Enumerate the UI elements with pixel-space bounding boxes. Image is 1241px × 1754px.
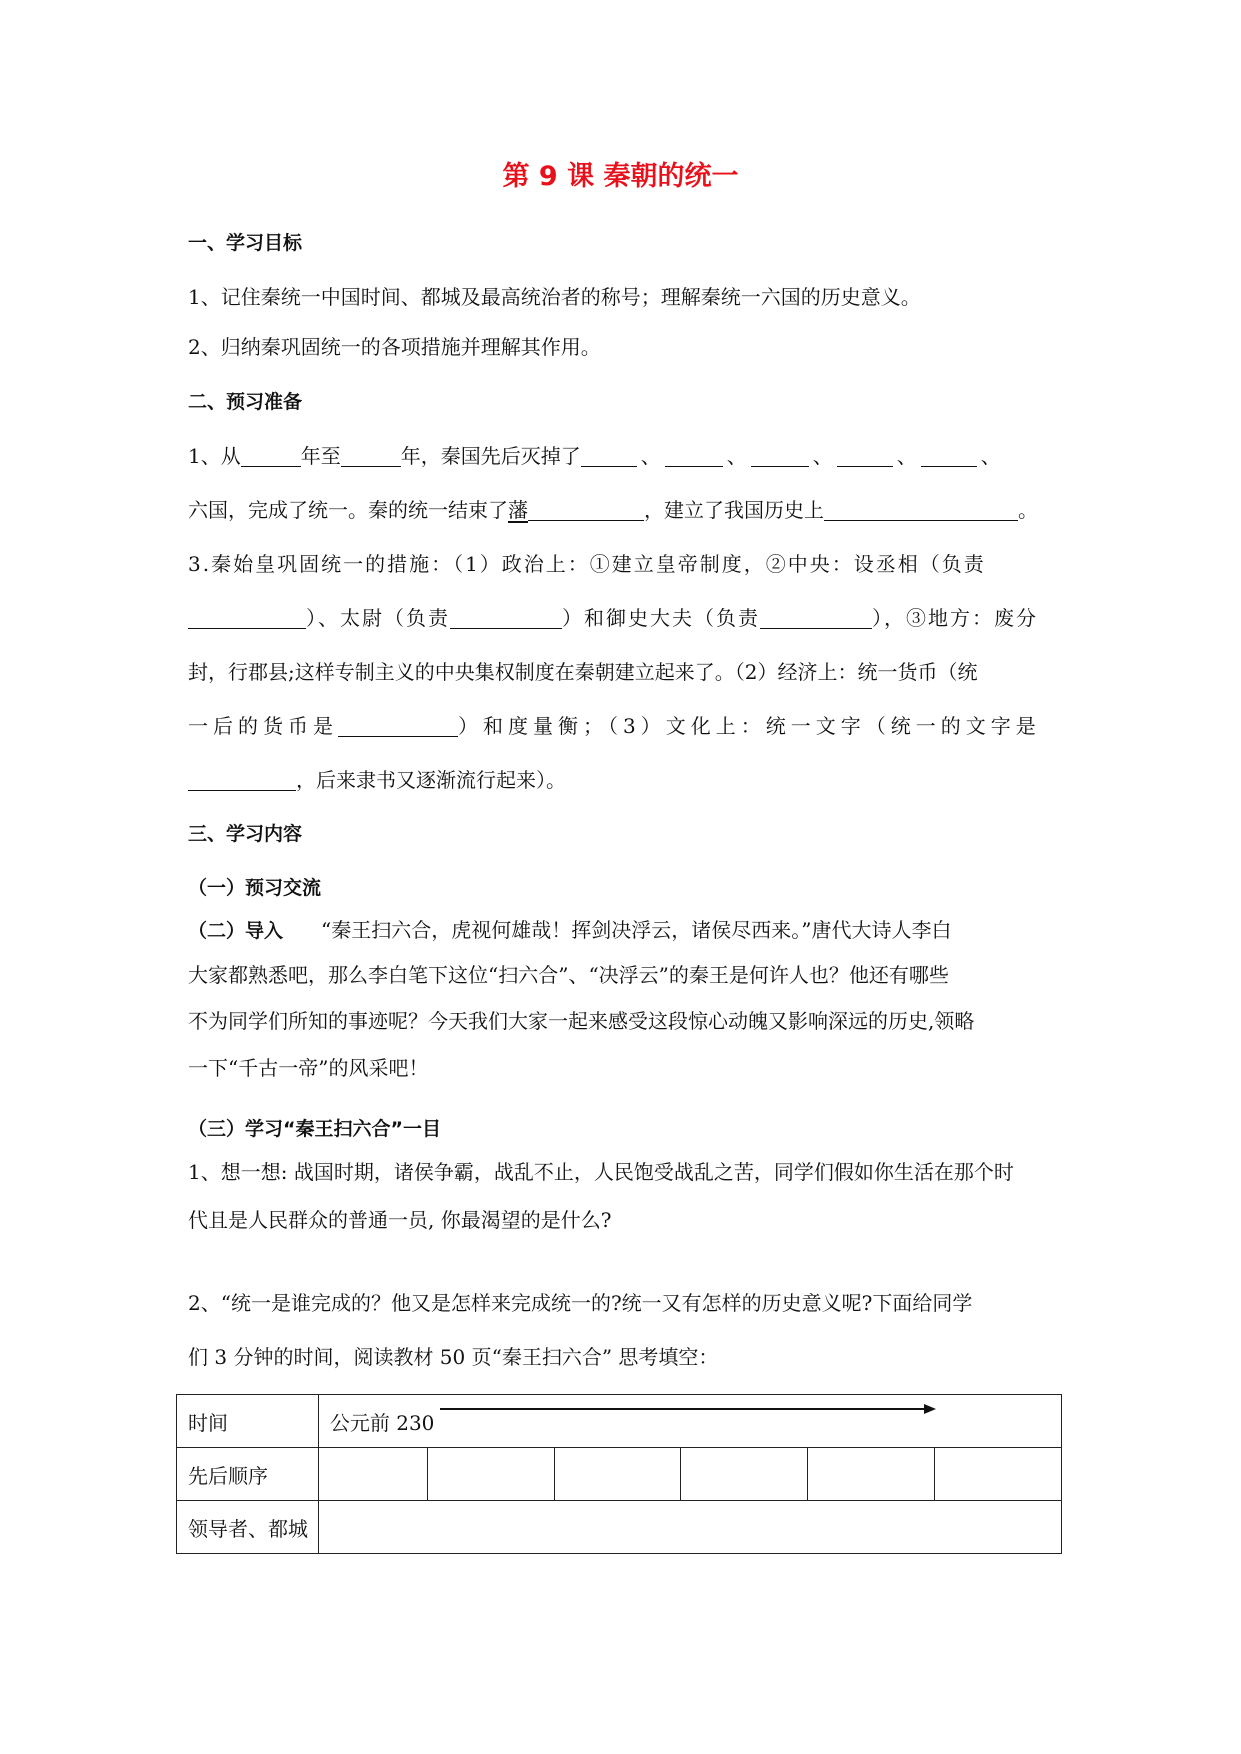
preview-text: ）和御史大夫（负责 [562, 606, 760, 630]
preview-text: 年，秦国先后灭掉了 [400, 444, 581, 468]
separator: 、 [896, 444, 917, 468]
preview-text: ）和度量衡；（3）文化上：统一文字（统一的文字是 [458, 714, 1041, 738]
question-1-line-1: 1、想一想: 战国时期，诸侯争霸，战乱不止，人民饱受战乱之苦，同学们假如你生活在那个时 [188, 1160, 1014, 1184]
order-cell-6[interactable] [935, 1448, 1062, 1501]
separator: 、 [640, 444, 661, 468]
separator: 、 [812, 444, 833, 468]
timeline-arrow-icon [440, 1399, 940, 1419]
intro-line-2: 大家都熟悉吧，那么李白笔下这位“扫六合”、“决浮云”的秦王是何许人也？他还有哪些 [188, 963, 949, 987]
unification-timeline-table [176, 1394, 1062, 1554]
fill-blank-state-1[interactable] [581, 444, 637, 467]
fill-blank-state-5[interactable] [921, 444, 977, 467]
order-cell-1[interactable] [318, 1448, 427, 1501]
fill-blank-chancellor-duty[interactable] [188, 606, 306, 629]
fill-blank-state-3[interactable] [751, 444, 809, 467]
table-row-leader [177, 1501, 1062, 1554]
row-label-leader: 领导者、都城 [177, 1501, 319, 1554]
order-cell-4[interactable] [681, 1448, 808, 1501]
preview-text: 1、从 [188, 444, 241, 468]
intro-line-4: 一下“千古一帝”的风采吧！ [188, 1056, 429, 1080]
preview-text: 六国，完成了统一。秦的统一结束了 [188, 498, 508, 522]
fill-blank-end-year[interactable] [341, 444, 401, 467]
preview-line-7 [188, 765, 1088, 795]
fill-blank-taiwei-duty[interactable] [450, 606, 562, 629]
leader-capital-cell[interactable] [318, 1501, 1061, 1554]
objective-item-2: 2、归纳秦巩固统一的各项措施并理解其作用。 [188, 335, 601, 359]
table-row-order [177, 1448, 1062, 1501]
question-2-line-1: 2、“统一是谁完成的？他又是怎样来完成统一的?统一又有怎样的历史意义呢?下面给同学 [188, 1291, 973, 1315]
fill-blank-state-2[interactable] [665, 444, 723, 467]
order-cell-2[interactable] [427, 1448, 554, 1501]
preview-line-1 [188, 441, 1088, 471]
subheading-unification: （三）学习“秦王扫六合”一目 [188, 1118, 441, 1140]
time-start-value: 公元前 230 [329, 1410, 435, 1435]
order-cell-3[interactable] [554, 1448, 681, 1501]
intro-line-3: 不为同学们所知的事迹呢？今天我们大家一起来感受这段惊心动魄又影响深远的历史,领略 [188, 1009, 975, 1033]
intro-text: “秦王扫六合，虎视何雄哉！挥剑决浮云，诸侯尽西来。”唐代大诗人李白 [321, 918, 952, 942]
fill-blank-start-year[interactable] [241, 444, 301, 467]
preview-text: 一后的货币是 [188, 714, 338, 738]
section-heading-objectives: 一、学习目标 [188, 232, 303, 254]
preview-text: 。 [1018, 498, 1038, 522]
subheading-intro: （二）导入 [188, 920, 284, 942]
intro-line-1 [188, 915, 1088, 946]
preview-text: 年至 [300, 444, 341, 468]
preview-line-4 [188, 603, 1088, 633]
preview-text: ，建立了我国历史上 [644, 498, 824, 522]
question-1-line-2: 代且是人民群众的普通一员, 你最渴望的是什么? [188, 1208, 612, 1232]
row-label-order: 先后顺序 [177, 1448, 319, 1501]
row-label-time: 时间 [177, 1395, 319, 1448]
fill-blank-currency[interactable] [338, 714, 458, 737]
table-row-time [177, 1395, 1062, 1448]
fill-blank-ended[interactable] [528, 498, 644, 521]
fill-blank-script[interactable] [188, 768, 296, 791]
objective-item-1: 1、记住秦统一中国时间、都城及最高统治者的称号；理解秦统一六国的历史意义。 [188, 285, 921, 309]
fill-blank-state-4[interactable] [837, 444, 893, 467]
time-cell-content [330, 1407, 1061, 1436]
preview-text-underlined: 藩 [508, 498, 528, 522]
subheading-preview-exchange: （一）预习交流 [188, 877, 322, 899]
lesson-title: 第 9 课 秦朝的统一 [502, 161, 739, 192]
preview-line-3: 3.秦始皇巩固统一的措施：（1）政治上：①建立皇帝制度，②中央：设丞相（负责 [188, 552, 986, 576]
order-cell-5[interactable] [808, 1448, 935, 1501]
preview-line-5: 封，行郡县;这样专制主义的中央集权制度在秦朝建立起来了。（2）经济上：统一货币（统 [188, 660, 978, 684]
preview-line-2 [188, 495, 1088, 525]
preview-text: ），③地方：废分 [872, 606, 1038, 630]
fill-blank-established[interactable] [824, 498, 1018, 521]
question-2-line-2: 们 3 分钟的时间，阅读教材 50 页“秦王扫六合” 思考填空： [188, 1345, 719, 1369]
separator: 、 [726, 444, 747, 468]
preview-line-6 [188, 711, 1088, 741]
section-heading-preview: 二、预习准备 [188, 391, 303, 413]
separator: 、 [980, 444, 1001, 468]
fill-blank-censor-duty[interactable] [760, 606, 872, 629]
time-cell[interactable] [318, 1395, 1061, 1448]
section-heading-content: 三、学习内容 [188, 823, 303, 845]
preview-text: ，后来隶书又逐渐流行起来）。 [296, 768, 566, 792]
preview-text: ）、太尉（负责 [306, 606, 450, 630]
